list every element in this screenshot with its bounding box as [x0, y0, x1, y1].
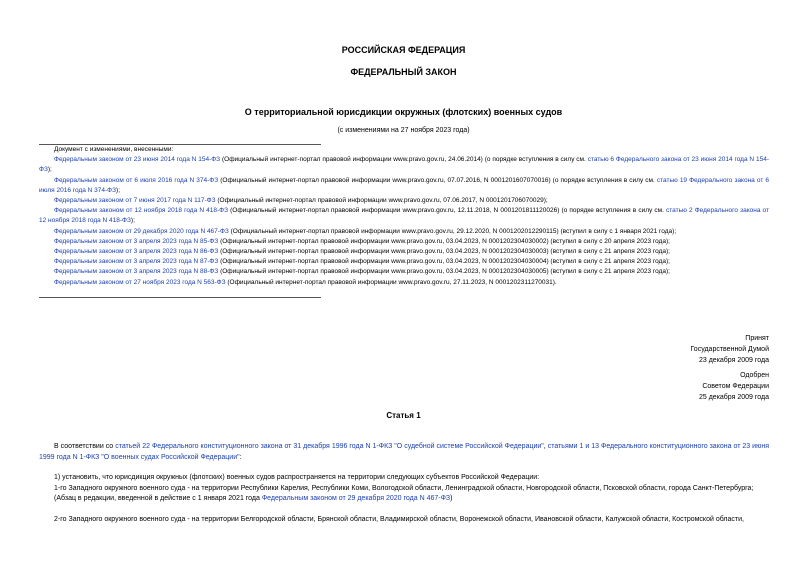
amendment-law-link[interactable]: Федеральным законом от 27 ноября 2023 года N 563-ФЗ [54, 278, 226, 286]
amendment-law-link[interactable]: Федеральным законом от 6 июля 2016 года N 374-ФЗ [54, 176, 219, 184]
amendment-tail: ); [130, 217, 135, 225]
amendment-source-text: (Официальный интернет-портал правовой информации www.pravo.gov.ru, 03.04.2023, N 0001202304030004) (вступил в силу с 21 апреля 2023 года); [218, 258, 670, 266]
amendment-item [39, 257, 769, 267]
amendment-source-text: (Официальный интернет-портал правовой информации www.pravo.gov.ru, 12.11.2018, N 0001201811120026) (о порядке вступления в силу см. [228, 207, 666, 215]
article-paragraph-5: 2-го Западного окружного военного суда - на территории Белгородской области, Брянской области, Владимирской области, Воронежской области, Ивановской области, Калужской области, Костромской области, [54, 515, 744, 523]
p4-pre: (Абзац в редакции, введенной в действие с 1 января 2021 года [54, 495, 262, 502]
p1-mid: , [543, 443, 548, 450]
amendment-source-text: (Официальный интернет-портал правовой информации www.pravo.gov.ru, 03.04.2023, N 0001202304030005) (вступил в силу с 21 апреля 2023 года); [218, 268, 670, 276]
approval-label: Одобрен [740, 372, 769, 379]
amendment-item [39, 278, 769, 288]
amendment-tail: ); [116, 186, 121, 194]
amendment-law-link[interactable]: Федеральным законом от 29 декабря 2020 года N 467-ФЗ [54, 227, 229, 235]
amendment-article-link[interactable]: статью 19 Федерального закона от 6 июля 2016 года N 374-ФЗ [39, 176, 769, 194]
amendment-item [39, 176, 769, 196]
amendment-source-text: (Официальный интернет-портал правовой информации www.pravo.gov.ru, 29.12.2020, N 0001202012290115) (вступил в силу с 1 января 2021 года); [228, 227, 677, 235]
p1-tail: : [239, 453, 242, 461]
link-467-fz[interactable]: Федеральным законом от 29 декабря 2020 года N 467-ФЗ [261, 495, 451, 502]
amendment-item [39, 247, 769, 257]
amendment-source-text: (Официальный интернет-портал правовой информации www.pravo.gov.ru, 03.04.2023, N 0001202304030003) (вступил в силу с 21 апреля 2023 года); [218, 248, 670, 256]
adoption-council [699, 370, 769, 403]
adoption-date: 23 декабря 2009 года [698, 357, 769, 364]
amendment-law-link[interactable]: Федеральным законом от 3 апреля 2023 года N 88-ФЗ [54, 268, 219, 276]
law-subtitle: (с изменениями на 27 ноября 2023 года) [337, 127, 470, 134]
amendment-source-text: (Официальный интернет-портал правовой информации www.pravo.gov.ru, 03.04.2023, N 0001202304030002) (вступил в силу с 20 апреля 2023 года); [218, 237, 670, 245]
adoption-label: Принят [745, 335, 769, 342]
article-paragraph-2: 1) установить, что юрисдикция окружных (флотских) военных судов распространяется на территории следующих субъектов Российской Федерации: [54, 474, 540, 481]
link-fkz-1996[interactable]: статьей 22 Федерального конституционного закона от 31 декабря 1996 года N 1-ФКЗ "О судебной системе Российской Федерации" [115, 443, 544, 450]
adoption-body: Государственной Думой [690, 346, 769, 353]
amendment-item [39, 227, 769, 237]
amendment-item [39, 267, 769, 277]
amendment-item [39, 196, 769, 206]
amendment-source-text: (Официальный интернет-портал правовой информации www.pravo.gov.ru, 07.06.2017, N 0001201706070029); [215, 197, 548, 205]
article-heading: Статья 1 [386, 411, 421, 420]
article-paragraph-3: 1-го Западного окружного военного суда - на территории Республики Карелия, Республики Коми, Вологодской области, Ленинградской области, Новгородской области, Псковской области, города Санкт-Петербурга; [54, 484, 754, 492]
amendments-intro: Документ с изменениями, внесенными: [54, 146, 174, 153]
amendment-article-link[interactable]: статью 2 Федерального закона от 12 ноября 2018 года N 418-ФЗ [39, 207, 769, 225]
amendment-law-link[interactable]: Федеральным законом от 3 апреля 2023 года N 87-ФЗ [54, 258, 219, 266]
article-paragraph-1 [39, 442, 769, 463]
amendment-source-text: (Официальный интернет-портал правовой информации www.pravo.gov.ru, 24.06.2014) (о порядке вступления в силу см. [220, 156, 588, 164]
amendment-article-link[interactable]: статью 6 Федерального закона от 23 июня 2014 года N 154-ФЗ [39, 156, 769, 174]
article-body [39, 442, 769, 525]
divider-bottom [39, 297, 321, 298]
p4-tail: ) [450, 495, 453, 502]
approval-date: 25 декабря 2009 года [698, 394, 769, 401]
article-paragraph-4 [39, 494, 769, 505]
amendment-law-link[interactable]: Федеральным законом от 23 июня 2014 года N 154-ФЗ [54, 156, 221, 164]
amendment-law-link[interactable]: Федеральным законом от 3 апреля 2023 года N 85-ФЗ [54, 237, 219, 245]
amendment-law-link[interactable]: Федеральным законом от 12 ноября 2018 года N 418-ФЗ [54, 207, 229, 215]
amendment-item [39, 206, 769, 226]
adoption-duma [690, 333, 769, 366]
amendments-list [39, 155, 769, 288]
amendment-source-text: (Официальный интернет-портал правовой информации www.pravo.gov.ru, 07.07.2016, N 0001201607070016) (о порядке вступления в силу см. [218, 176, 657, 184]
amendment-law-link[interactable]: Федеральным законом от 3 апреля 2023 года N 86-ФЗ [54, 248, 219, 256]
p1-pre: В соответствии со [54, 443, 116, 450]
amendment-law-link[interactable]: Федеральным законом от 7 июня 2017 года N 117-ФЗ [54, 197, 216, 205]
link-fkz-1999[interactable]: статьями 1 и 13 Федерального конституционного закона от 23 июня 1999 года N 1-ФКЗ "О военных судах Российской Федерации" [39, 443, 769, 461]
approval-body: Советом Федерации [702, 383, 769, 390]
law-title: О территориальной юрисдикции окружных (флотских) военных судов [244, 107, 563, 117]
amendment-source-text: (Официальный интернет-портал правовой информации www.pravo.gov.ru, 27.11.2023, N 0001202311270031). [225, 278, 557, 286]
amendment-tail: ); [47, 166, 52, 174]
amendments-block [39, 145, 769, 288]
law-type-heading: ФЕДЕРАЛЬНЫЙ ЗАКОН [350, 67, 457, 77]
federation-heading: РОССИЙСКАЯ ФЕДЕРАЦИЯ [341, 45, 466, 55]
amendment-item [39, 155, 769, 175]
amendment-item [39, 237, 769, 247]
